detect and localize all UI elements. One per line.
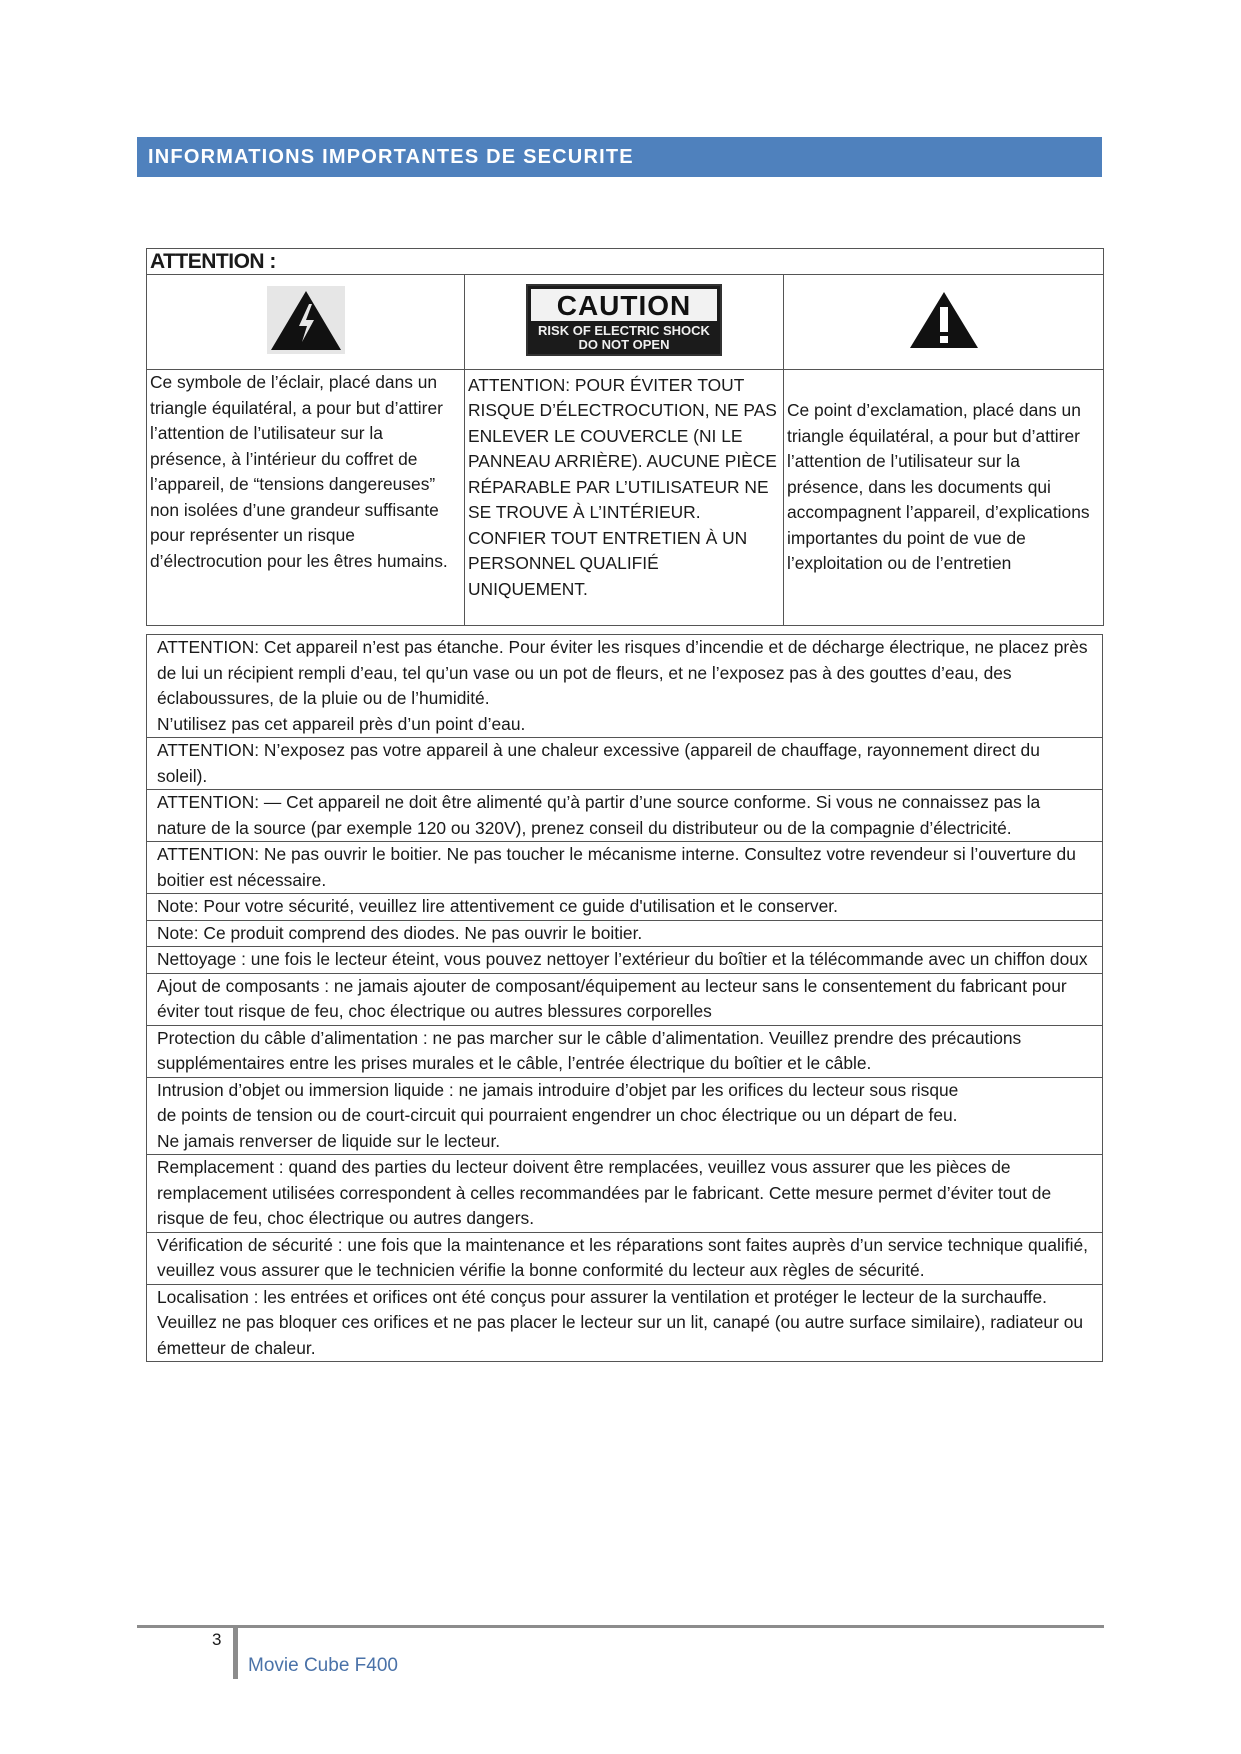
location-row xyxy=(147,1284,1103,1362)
note-text: Note: Ce produit comprend des diodes. Ne pas ouvrir le boitier. xyxy=(157,922,643,943)
section-title: INFORMATIONS IMPORTANTES DE SECURITE xyxy=(137,137,1102,177)
caution-subtext xyxy=(528,324,720,352)
warning-row xyxy=(147,738,1103,790)
note-row xyxy=(147,894,1103,921)
components-row xyxy=(147,973,1103,1025)
power-cable-row xyxy=(147,1025,1103,1077)
warning-text: ATTENTION: Ne pas ouvrir le boitier. Ne pas toucher le mécanisme interne. Consultez votre revendeur si l’ouverture du boitier est nécessaire. xyxy=(157,844,1076,890)
warning-row xyxy=(147,635,1103,738)
product-name: Movie Cube F400 xyxy=(248,1655,398,1676)
exclamation-description-text: Ce point d’exclamation, placé dans un triangle équilatéral, a pour but d’attirer l’attention de l’utilisateur sur la présence, dans les documents qui accompagnent l’appareil, d’explications importantes du point de vue de l’exploitation ou de l’entretien xyxy=(787,400,1090,574)
page-number: 3 xyxy=(212,1630,222,1649)
intrusion-text: Intrusion d’objet ou immersion liquide : ne jamais introduire d’objet par les orifices du lecteur sous risque de points de tension ou de court-circuit qui pourraient engendrer un choc électrique ou un départ de feu. xyxy=(157,1079,959,1125)
cleaning-row xyxy=(147,947,1103,974)
intrusion-text-extra: Ne jamais renverser de liquide sur le lecteur. xyxy=(157,1130,501,1151)
attention-title: ATTENTION : xyxy=(147,249,1104,275)
footer-divider xyxy=(233,1625,238,1679)
caution-sign-cell xyxy=(465,275,784,370)
warning-text: ATTENTION: Cet appareil n’est pas étanche. Pour éviter les risques d’incendie et de décharge électrique, ne placez près de lui un récipient rempli d’eau, tel qu’un vase ou un pot de fleurs, et ne l’exposez pas à des gouttes d’eau, des éclaboussures, de la pluie ou de l’humidité. xyxy=(157,637,1088,708)
safety-check-text: Vérification de sécurité : une fois que la maintenance et les réparations sont faites auprès d’un service technique qualifié, veuillez vous assurer que le technicien vérifie la bonne conformité du lecteur aux règles de sécurité. xyxy=(157,1234,1088,1280)
note-row xyxy=(147,920,1103,947)
cleaning-text: Nettoyage : une fois le lecteur éteint, vous pouvez nettoyer l’extérieur du boîtier et la télécommande avec un chiffon doux xyxy=(157,949,1088,969)
caution-sign xyxy=(526,284,722,356)
safety-check-row xyxy=(147,1232,1103,1284)
caution-word: CAUTION xyxy=(531,289,717,321)
exclamation-description xyxy=(784,370,1104,626)
warnings-table xyxy=(146,634,1103,1362)
exclamation-symbol-cell xyxy=(784,275,1104,370)
caution-do-not-open-text: DO NOT OPEN xyxy=(578,336,670,352)
lightning-description: Ce symbole de l’éclair, placé dans un triangle équilatéral, a pour but d’attirer l’attention de l’utilisateur sur la présence, à l’intérieur du coffret de l’appareil, de “tensions dangereuses” non isolées d’une grandeur suffisante pour représenter un risque d’électrocution pour les êtres humains. xyxy=(147,370,465,626)
replacement-text: Remplacement : quand des parties du lecteur doivent être remplacées, veuillez vous assurer que les pièces de remplacement utilisées correspondent à celles recommandées par le fabricant. Cette mesure permet d’éviter tout de risque de feu, choc électrique ou autres dangers. xyxy=(157,1157,1052,1228)
footer-rule xyxy=(137,1625,1104,1628)
note-text: Note: Pour votre sécurité, veuillez lire attentivement ce guide d'utilisation et le conserver. xyxy=(157,896,838,916)
power-cable-text: Protection du câble d’alimentation : ne pas marcher sur le câble d’alimentation. Veuillez prendre des précautions supplémentaires entre les prises murales et le câble, l’entrée électrique du boîtier et le câble. xyxy=(157,1027,1022,1073)
warning-text: ATTENTION: N’exposez pas votre appareil à une chaleur excessive (appareil de chauffage, rayonnement direct du soleil). xyxy=(157,740,1040,786)
attention-table xyxy=(146,248,1104,626)
lightning-triangle-icon xyxy=(267,286,345,354)
warning-text-extra: N’utilisez pas cet appareil près d’un point d’eau. xyxy=(157,713,526,734)
warning-row xyxy=(147,842,1103,894)
components-text: Ajout de composants : ne jamais ajouter de composant/équipement au lecteur sans le consentement du fabricant pour éviter tout risque de feu, choc électrique ou autres blessures corporelles xyxy=(157,975,1067,1021)
lightning-symbol-cell xyxy=(147,275,465,370)
exclamation-triangle-icon xyxy=(908,289,980,351)
warning-row xyxy=(147,790,1103,842)
intrusion-row xyxy=(147,1077,1103,1155)
caution-description-text: ATTENTION: POUR ÉVITER TOUT RISQUE D’ÉLECTROCUTION, NE PAS ENLEVER LE COUVERCLE (NI LE PANNEAU ARRIÈRE). AUCUNE PIÈCE RÉPARABLE PAR L’UTILISATEUR NE SE TROUVE À L’INTÉRIEUR. CONFIER TOUT ENTRETIEN À UN PERSONNEL QUALIFIÉ UNIQUEMENT. xyxy=(468,374,777,599)
location-text: Localisation : les entrées et orifices ont été conçus pour assurer la ventilation et protéger le lecteur de la surchauffe. Veuillez ne pas bloquer ces orifices et ne pas placer le lecteur sur un lit, canapé (ou autre surface similaire), radiateur ou émetteur de chaleur. xyxy=(157,1286,1084,1358)
warning-text: ATTENTION: — Cet appareil ne doit être alimenté qu’à partir d’une source conforme. Si vous ne connaissez pas la nature de la source (par exemple 120 ou 320V), prenez conseil du distributeur ou de la compagnie d’électricité. xyxy=(157,792,1041,838)
caution-risk-text: RISK OF ELECTRIC SHOCK xyxy=(538,322,710,338)
caution-description xyxy=(465,370,784,626)
replacement-row xyxy=(147,1155,1103,1233)
